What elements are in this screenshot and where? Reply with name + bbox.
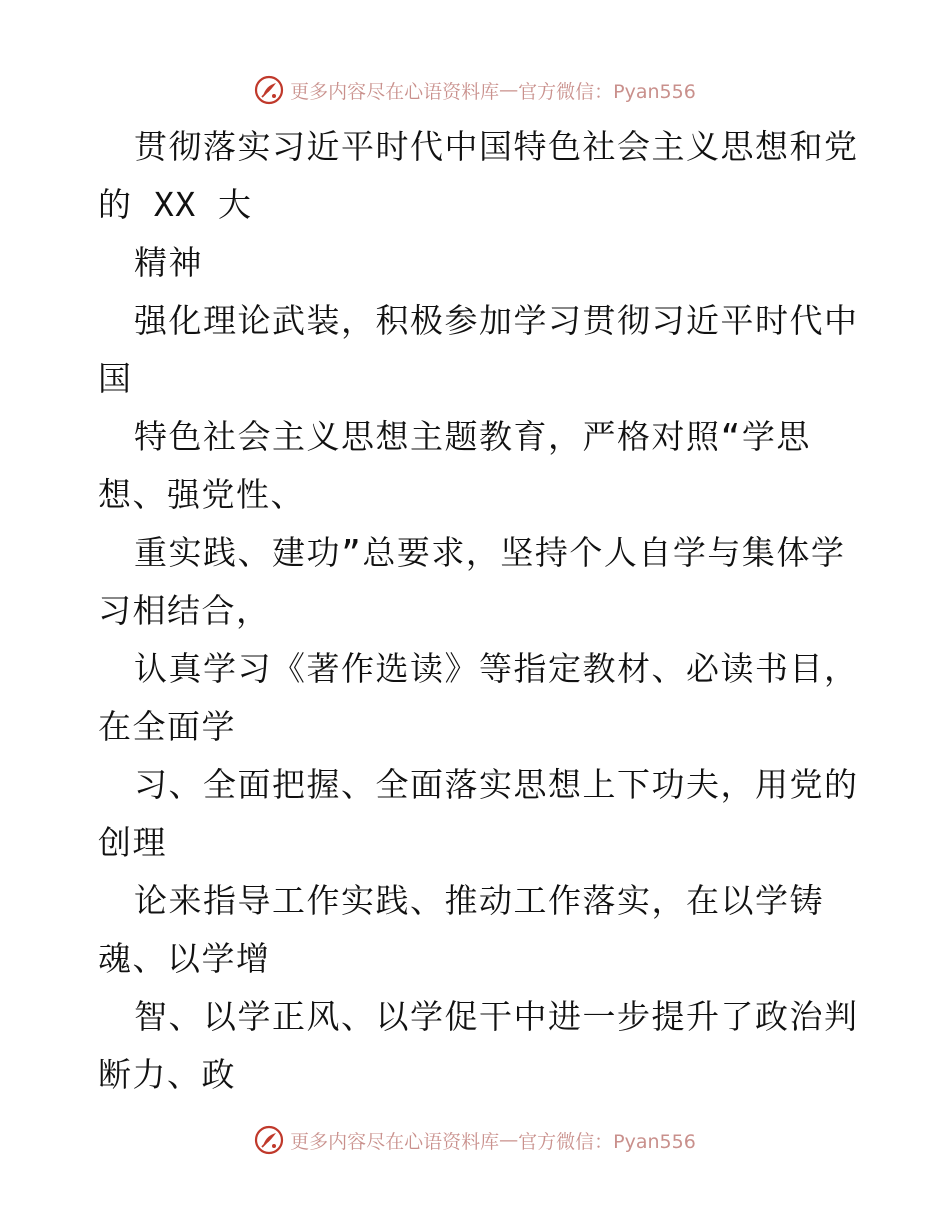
watermark-wechat: 官方微信：Pyan556 <box>518 80 696 103</box>
header-watermark <box>0 73 950 107</box>
text-line: 习、全面把握、全面落实思想上下功夫，用党的 <box>134 765 859 804</box>
document-body <box>98 118 858 1104</box>
watermark-text: 更多内容尽在心语资料库 <box>290 1130 500 1153</box>
text-line: 贯彻落实习近平时代中国特色社会主义思想和党 <box>134 127 859 166</box>
text-line: 在全面学 <box>98 707 236 746</box>
text-line: 断力、政 <box>98 1055 236 1094</box>
text-line: 强化理论武装，积极参加学习贯彻习近平时代中 <box>134 301 859 340</box>
watermark-dash: — <box>499 79 519 101</box>
text-line: 特色社会主义思想主题教育，严格对照“学思 <box>134 417 811 456</box>
text-line: 创理 <box>98 823 167 862</box>
logo-icon <box>254 75 284 105</box>
text-line: 习相结合， <box>98 591 271 630</box>
watermark-text: 更多内容尽在心语资料库 <box>290 80 500 103</box>
watermark-wechat: 官方微信：Pyan556 <box>518 1130 696 1153</box>
logo-icon <box>254 1125 284 1155</box>
text-line: 国 <box>98 359 133 398</box>
text-line: 精神 <box>134 243 203 282</box>
text-line: 智、以学正风、以学促干中进一步提升了政治判 <box>134 997 859 1036</box>
text-line: 魂、以学增 <box>98 939 271 978</box>
footer-watermark <box>0 1123 950 1157</box>
text-line: 的 XX 大 <box>98 185 253 224</box>
text-line: 重实践、建功”总要求，坚持个人自学与集体学 <box>134 533 846 572</box>
text-line: 想、强党性、 <box>98 475 305 514</box>
watermark-dash: — <box>499 1129 519 1151</box>
text-line: 认真学习《著作选读》等指定教材、必读书目， <box>134 649 859 688</box>
text-line: 论来指导工作实践、推动工作落实，在以学铸 <box>134 881 824 920</box>
